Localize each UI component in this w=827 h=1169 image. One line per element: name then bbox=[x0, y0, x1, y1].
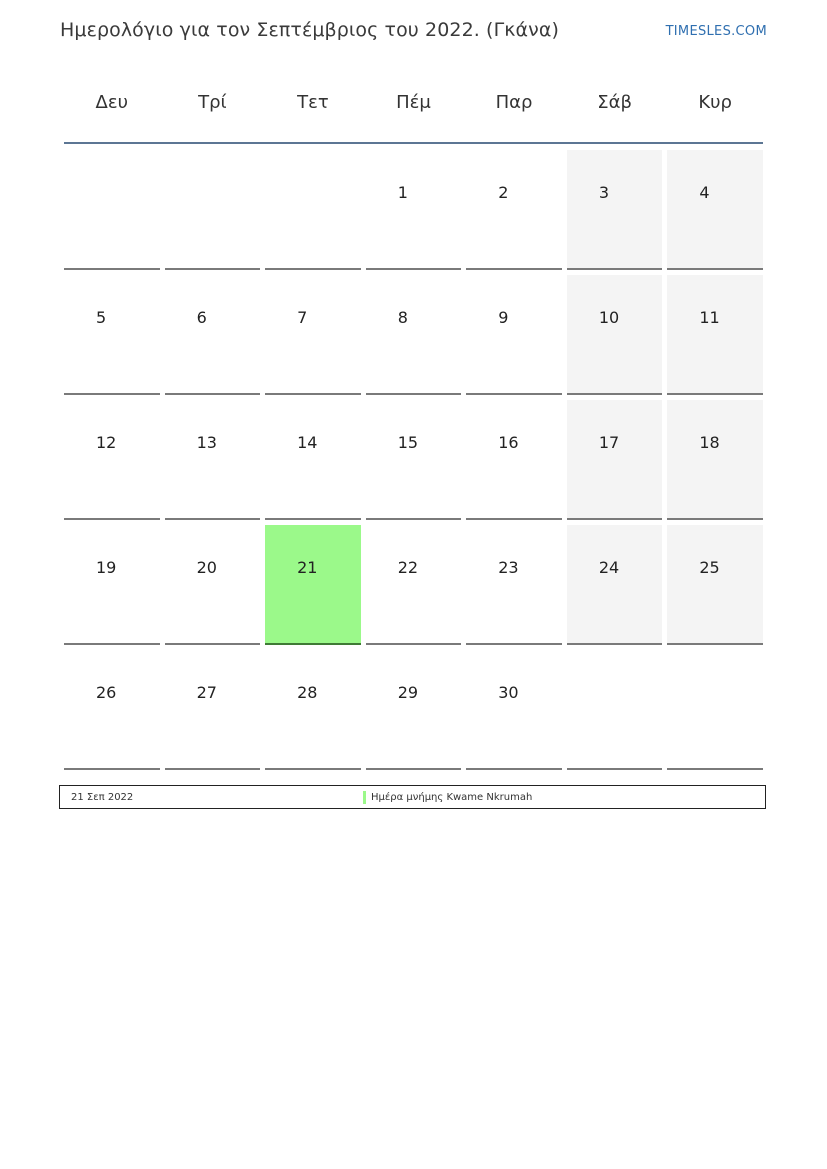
weekday-header-row bbox=[64, 80, 763, 144]
day-cell bbox=[466, 400, 562, 520]
day-cell-weekend bbox=[667, 150, 763, 270]
day-cell-weekend bbox=[567, 275, 663, 395]
brand-link[interactable]: TIMESLES.COM bbox=[665, 24, 767, 39]
day-cell bbox=[366, 400, 462, 520]
day-cell bbox=[64, 650, 160, 770]
weekday-saturday: Σάβ bbox=[597, 92, 632, 113]
day-number: 18 bbox=[699, 433, 720, 452]
day-cell-empty bbox=[567, 650, 663, 770]
day-cell bbox=[366, 150, 462, 270]
day-cell bbox=[165, 525, 261, 645]
calendar-grid bbox=[64, 150, 763, 770]
day-cell bbox=[366, 650, 462, 770]
legend-holiday-name: Ημέρα μνήμης Kwame Nkrumah bbox=[371, 792, 533, 803]
day-cell bbox=[165, 150, 261, 270]
day-number: 8 bbox=[397, 308, 408, 327]
day-cell-weekend bbox=[567, 525, 663, 645]
day-cell bbox=[265, 400, 361, 520]
day-number: 9 bbox=[498, 308, 509, 327]
day-cell bbox=[64, 525, 160, 645]
day-cell bbox=[466, 525, 562, 645]
weekday-friday: Παρ bbox=[495, 92, 533, 113]
weekday-sunday: Κυρ bbox=[698, 92, 732, 113]
weekday-monday: Δευ bbox=[95, 92, 129, 113]
day-cell-weekend bbox=[667, 275, 763, 395]
day-cell bbox=[265, 650, 361, 770]
day-number: 13 bbox=[196, 433, 217, 452]
legend-date: 21 Σεπ 2022 bbox=[71, 792, 134, 803]
holiday-legend bbox=[59, 785, 766, 809]
day-cell-weekend bbox=[667, 400, 763, 520]
day-number: 5 bbox=[96, 308, 107, 327]
weekday-tuesday: Τρί bbox=[198, 92, 227, 113]
day-number: 22 bbox=[397, 558, 419, 577]
day-cell bbox=[366, 525, 462, 645]
day-cell bbox=[64, 400, 160, 520]
day-number: 6 bbox=[196, 308, 207, 327]
day-number: 15 bbox=[397, 433, 419, 452]
day-number: 29 bbox=[397, 683, 419, 702]
day-cell bbox=[366, 275, 462, 395]
day-number: 1 bbox=[397, 183, 408, 202]
day-cell bbox=[265, 150, 361, 270]
page-title: Ημερολόγιο για τον Σεπτέμβριος του 2022. (Γκάνα) bbox=[60, 19, 560, 41]
day-number: 24 bbox=[598, 558, 620, 577]
day-cell bbox=[466, 650, 562, 770]
day-cell-holiday bbox=[265, 525, 361, 645]
day-number: 11 bbox=[699, 308, 720, 327]
day-number: 25 bbox=[699, 558, 720, 577]
day-number: 21 bbox=[297, 558, 318, 577]
legend-color-swatch bbox=[363, 791, 366, 804]
day-cell bbox=[165, 400, 261, 520]
weekday-thursday: Πέμ bbox=[396, 92, 431, 113]
day-number: 7 bbox=[297, 308, 308, 327]
day-number: 28 bbox=[297, 683, 318, 702]
day-cell bbox=[466, 150, 562, 270]
day-number: 23 bbox=[498, 558, 519, 577]
day-cell-weekend bbox=[567, 150, 663, 270]
weekday-wednesday: Τετ bbox=[297, 92, 329, 113]
day-cell bbox=[165, 275, 261, 395]
day-number: 2 bbox=[498, 183, 509, 202]
day-number: 20 bbox=[196, 558, 217, 577]
day-number: 27 bbox=[196, 683, 217, 702]
day-cell-empty bbox=[667, 650, 763, 770]
day-number: 30 bbox=[498, 683, 519, 702]
day-number: 3 bbox=[598, 183, 609, 202]
day-number: 4 bbox=[699, 183, 710, 202]
day-number: 14 bbox=[297, 433, 318, 452]
day-cell bbox=[64, 150, 160, 270]
day-cell-weekend bbox=[667, 525, 763, 645]
day-number: 12 bbox=[96, 433, 117, 452]
day-cell bbox=[466, 275, 562, 395]
day-number: 17 bbox=[598, 433, 620, 452]
day-cell-weekend bbox=[567, 400, 663, 520]
day-cell bbox=[165, 650, 261, 770]
day-cell bbox=[265, 275, 361, 395]
day-number: 26 bbox=[96, 683, 117, 702]
day-number: 16 bbox=[498, 433, 519, 452]
day-cell bbox=[64, 275, 160, 395]
day-number: 19 bbox=[96, 558, 117, 577]
day-number: 10 bbox=[598, 308, 620, 327]
